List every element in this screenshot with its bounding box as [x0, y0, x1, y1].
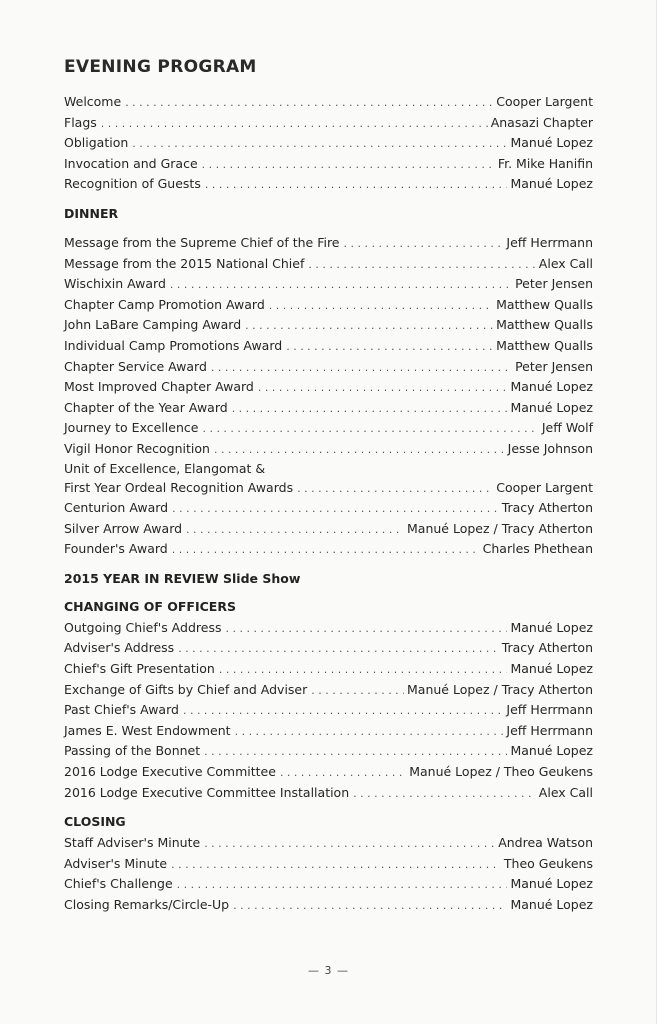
program-item-presenter: Jesse Johnson [507, 440, 593, 456]
program-item-label: John LaBare Camping Award [64, 317, 242, 333]
program-item-presenter: Matthew Qualls [496, 317, 593, 333]
program-item [64, 638, 593, 659]
program-item [64, 478, 593, 499]
dot-leader [204, 742, 507, 763]
dot-leader [172, 540, 480, 561]
program-item [64, 618, 593, 639]
program-item [64, 377, 593, 398]
program-item-label: Chapter Camp Promotion Award [64, 296, 265, 312]
program-item-label: Chapter of the Year Award [64, 399, 228, 415]
program-item-label: Wischixin Award [64, 276, 166, 292]
program-item-label: Staff Adviser's Minute [64, 835, 201, 851]
program-item [64, 398, 593, 419]
dot-leader [258, 378, 508, 399]
dot-leader [211, 358, 512, 379]
dot-leader [178, 639, 499, 660]
program-item [64, 113, 593, 134]
closing-heading: CLOSING [64, 814, 126, 830]
program-item [64, 721, 593, 742]
dot-leader [311, 681, 404, 702]
officers-section [64, 618, 593, 803]
program-item-presenter: Manué Lopez [510, 399, 593, 415]
program-item-presenter: Manué Lopez [510, 743, 593, 759]
program-item-presenter: Cooper Largent [496, 94, 593, 109]
program-item [64, 659, 593, 680]
program-item-presenter: Manué Lopez [510, 661, 593, 677]
program-item [64, 274, 593, 295]
program-item-label: Vigil Honor Recognition [64, 440, 210, 456]
dot-leader [232, 399, 508, 420]
dot-leader [214, 440, 505, 461]
program-item [64, 154, 593, 175]
dot-leader [170, 275, 512, 296]
program-item-presenter: Manué Lopez [510, 176, 593, 192]
program-item-label: Outgoing Chief's Address [64, 619, 222, 635]
program-item-presenter: Jeff Wolf [541, 420, 593, 436]
program-item-label: Obligation [64, 135, 129, 151]
slideshow-heading: 2015 YEAR IN REVIEW Slide Show [64, 570, 301, 586]
program-item-label: Individual Camp Promotions Award [64, 337, 283, 353]
program-item-label: Invocation and Grace [64, 155, 198, 171]
program-item [64, 133, 593, 154]
dot-leader [353, 784, 536, 805]
program-item-label: First Year Ordeal Recognition Awards [64, 479, 294, 495]
program-item-label: Exchange of Gifts by Chief and Adviser [64, 681, 308, 697]
program-item-presenter: Jeff Herrmann [506, 702, 593, 718]
dot-leader [308, 255, 535, 276]
program-item [64, 357, 593, 378]
dot-leader [344, 234, 504, 255]
program-item-presenter: Matthew Qualls [496, 337, 593, 353]
program-item-label: Passing of the Bonnet [64, 743, 201, 759]
program-item-label: Closing Remarks/Circle-Up [64, 897, 230, 912]
program-item-presenter: Tracy Atherton [501, 640, 593, 656]
dot-leader [245, 316, 493, 337]
program-item-label: 2016 Lodge Executive Committee [64, 764, 276, 780]
program-item [64, 680, 593, 701]
program-item-label: Centurion Award [64, 500, 169, 516]
dot-leader [183, 701, 503, 722]
program-item-presenter: Manué Lopez / Theo Geukens [409, 764, 593, 780]
program-item-presenter: Anasazi Chapter [490, 114, 593, 130]
program-item [64, 783, 593, 804]
program-item-label: Silver Arrow Award [64, 520, 183, 536]
program-item-presenter: Peter Jensen [515, 358, 593, 374]
program-item-label: Chapter Service Award [64, 358, 207, 374]
program-item [64, 700, 593, 721]
page-number: — 3 — [308, 964, 349, 977]
program-item [64, 519, 593, 540]
program-item-label: Message from the Supreme Chief of the Fire [64, 234, 340, 250]
dot-leader [125, 93, 493, 114]
program-item [64, 254, 593, 275]
program-item-label: Most Improved Chapter Award [64, 379, 254, 395]
program-item-label: Past Chief's Award [64, 702, 179, 718]
program-item [64, 895, 593, 916]
program-item [64, 315, 593, 336]
program-item [64, 295, 593, 316]
program-item-presenter: Jeff Herrmann [506, 234, 593, 250]
program-item [64, 418, 593, 439]
program-item-label: James E. West Endowment [64, 722, 231, 738]
dot-leader [235, 722, 504, 743]
program-item [64, 874, 593, 895]
program-item [64, 854, 593, 875]
dot-leader [219, 660, 508, 681]
program-item-presenter: Manué Lopez [510, 897, 593, 912]
dot-leader [177, 875, 508, 896]
program-item [64, 741, 593, 762]
dot-leader [297, 479, 493, 500]
program-item [64, 92, 593, 113]
program-item-label: Founder's Award [64, 541, 168, 557]
dot-leader [171, 855, 501, 876]
dot-leader [186, 520, 404, 541]
program-item [64, 498, 593, 519]
program-item [64, 174, 593, 195]
program-item [64, 539, 593, 560]
dot-leader [269, 296, 493, 317]
program-item [64, 336, 593, 357]
program-item-presenter: Theo Geukens [503, 855, 593, 871]
page-title: EVENING PROGRAM [64, 57, 257, 77]
program-item-presenter: Manué Lopez [510, 619, 593, 635]
program-item-label: Flags [64, 114, 97, 130]
program-item-presenter: Jeff Herrmann [506, 722, 593, 738]
program-item [64, 762, 593, 783]
program-item-label: Chief's Gift Presentation [64, 661, 215, 677]
closing-section [64, 833, 593, 915]
program-item-presenter: Andrea Watson [498, 835, 593, 851]
program-item-label: Welcome [64, 94, 122, 109]
dot-leader [132, 134, 507, 155]
program-item-presenter: Matthew Qualls [496, 296, 593, 312]
officers-heading: CHANGING OF OFFICERS [64, 598, 236, 614]
program-item-label: Chief's Challenge [64, 876, 173, 892]
dot-leader [225, 619, 507, 640]
unit-of-excellence-line: Unit of Excellence, Elangomat & [64, 460, 266, 476]
program-item-presenter: Charles Phethean [482, 541, 593, 557]
dot-leader [280, 763, 406, 784]
program-item-label: Adviser's Minute [64, 855, 168, 871]
dot-leader [172, 499, 499, 520]
program-item-label: Journey to Excellence [64, 420, 199, 436]
dot-leader [233, 896, 507, 917]
program-item [64, 439, 593, 460]
program-item-label: Adviser's Address [64, 640, 175, 656]
program-item-presenter: Manué Lopez [510, 135, 593, 151]
dinner-section [64, 233, 593, 560]
program-item [64, 233, 593, 254]
program-item-presenter: Alex Call [538, 255, 593, 271]
dot-leader [205, 175, 508, 196]
opening-section [64, 92, 593, 195]
program-item-presenter: Manué Lopez / Tracy Atherton [407, 681, 593, 697]
program-item-presenter: Peter Jensen [515, 276, 593, 292]
program-item-presenter: Alex Call [538, 784, 593, 800]
dinner-heading: DINNER [64, 205, 119, 221]
program-item-presenter: Manué Lopez / Tracy Atherton [407, 520, 593, 536]
dot-leader [202, 419, 538, 440]
program-item-label: Message from the 2015 National Chief [64, 255, 305, 271]
program-item-presenter: Tracy Atherton [501, 500, 593, 516]
dot-leader [101, 114, 488, 135]
dot-leader [202, 155, 495, 176]
dot-leader [286, 337, 493, 358]
program-item [64, 833, 593, 854]
program-item-presenter: Manué Lopez [510, 379, 593, 395]
program-item-label: Recognition of Guests [64, 176, 201, 192]
program-item-presenter: Cooper Largent [496, 479, 593, 495]
dot-leader [204, 834, 495, 855]
program-item-presenter: Manué Lopez [510, 876, 593, 892]
program-item-label: 2016 Lodge Executive Committee Installation [64, 784, 350, 800]
program-content [64, 56, 593, 926]
program-item-presenter: Fr. Mike Hanifin [497, 155, 593, 171]
